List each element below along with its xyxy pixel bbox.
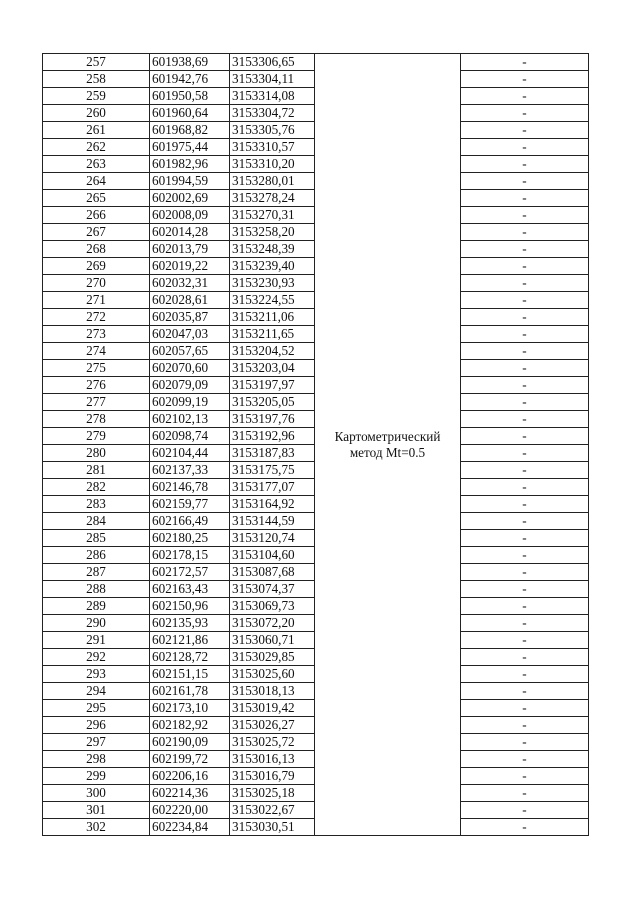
y-coordinate-cell: 3153310,20 <box>230 156 315 173</box>
table-row <box>43 54 589 71</box>
point-number-cell: 273 <box>43 326 150 343</box>
y-coordinate-cell: 3153239,40 <box>230 258 315 275</box>
x-coordinate-cell: 602099,19 <box>150 394 230 411</box>
note-cell: - <box>461 428 589 445</box>
note-cell: - <box>461 445 589 462</box>
point-number-cell: 283 <box>43 496 150 513</box>
point-number-cell: 269 <box>43 258 150 275</box>
point-number-cell: 301 <box>43 802 150 819</box>
y-coordinate-cell: 3153304,72 <box>230 105 315 122</box>
note-cell: - <box>461 411 589 428</box>
note-cell: - <box>461 190 589 207</box>
note-cell: - <box>461 258 589 275</box>
x-coordinate-cell: 602234,84 <box>150 819 230 836</box>
note-cell: - <box>461 615 589 632</box>
y-coordinate-cell: 3153025,18 <box>230 785 315 802</box>
y-coordinate-cell: 3153104,60 <box>230 547 315 564</box>
x-coordinate-cell: 602146,78 <box>150 479 230 496</box>
x-coordinate-cell: 602014,28 <box>150 224 230 241</box>
note-cell: - <box>461 54 589 71</box>
point-number-cell: 294 <box>43 683 150 700</box>
y-coordinate-cell: 3153205,05 <box>230 394 315 411</box>
y-coordinate-cell: 3153230,93 <box>230 275 315 292</box>
note-cell: - <box>461 88 589 105</box>
point-number-cell: 290 <box>43 615 150 632</box>
x-coordinate-cell: 602121,86 <box>150 632 230 649</box>
note-cell: - <box>461 207 589 224</box>
point-number-cell: 299 <box>43 768 150 785</box>
note-cell: - <box>461 785 589 802</box>
x-coordinate-cell: 601960,64 <box>150 105 230 122</box>
y-coordinate-cell: 3153197,76 <box>230 411 315 428</box>
note-cell: - <box>461 479 589 496</box>
point-number-cell: 266 <box>43 207 150 224</box>
point-number-cell: 300 <box>43 785 150 802</box>
point-number-cell: 302 <box>43 819 150 836</box>
note-cell: - <box>461 513 589 530</box>
x-coordinate-cell: 602172,57 <box>150 564 230 581</box>
x-coordinate-cell: 602159,77 <box>150 496 230 513</box>
x-coordinate-cell: 602150,96 <box>150 598 230 615</box>
coordinates-table-body <box>43 54 589 836</box>
point-number-cell: 285 <box>43 530 150 547</box>
x-coordinate-cell: 601950,58 <box>150 88 230 105</box>
note-cell: - <box>461 598 589 615</box>
point-number-cell: 265 <box>43 190 150 207</box>
y-coordinate-cell: 3153029,85 <box>230 649 315 666</box>
note-cell: - <box>461 462 589 479</box>
x-coordinate-cell: 602166,49 <box>150 513 230 530</box>
point-number-cell: 271 <box>43 292 150 309</box>
y-coordinate-cell: 3153197,97 <box>230 377 315 394</box>
x-coordinate-cell: 602220,00 <box>150 802 230 819</box>
y-coordinate-cell: 3153018,13 <box>230 683 315 700</box>
point-number-cell: 257 <box>43 54 150 71</box>
note-cell: - <box>461 717 589 734</box>
point-number-cell: 281 <box>43 462 150 479</box>
y-coordinate-cell: 3153175,75 <box>230 462 315 479</box>
note-cell: - <box>461 802 589 819</box>
note-cell: - <box>461 343 589 360</box>
note-cell: - <box>461 683 589 700</box>
note-cell: - <box>461 156 589 173</box>
x-coordinate-cell: 602206,16 <box>150 768 230 785</box>
note-cell: - <box>461 547 589 564</box>
y-coordinate-cell: 3153278,24 <box>230 190 315 207</box>
y-coordinate-cell: 3153304,11 <box>230 71 315 88</box>
x-coordinate-cell: 602190,09 <box>150 734 230 751</box>
y-coordinate-cell: 3153211,65 <box>230 326 315 343</box>
x-coordinate-cell: 601982,96 <box>150 156 230 173</box>
point-number-cell: 278 <box>43 411 150 428</box>
point-number-cell: 295 <box>43 700 150 717</box>
point-number-cell: 276 <box>43 377 150 394</box>
x-coordinate-cell: 602151,15 <box>150 666 230 683</box>
point-number-cell: 277 <box>43 394 150 411</box>
y-coordinate-cell: 3153310,57 <box>230 139 315 156</box>
point-number-cell: 293 <box>43 666 150 683</box>
y-coordinate-cell: 3153025,72 <box>230 734 315 751</box>
x-coordinate-cell: 601968,82 <box>150 122 230 139</box>
x-coordinate-cell: 602214,36 <box>150 785 230 802</box>
y-coordinate-cell: 3153072,20 <box>230 615 315 632</box>
x-coordinate-cell: 601975,44 <box>150 139 230 156</box>
note-cell: - <box>461 768 589 785</box>
y-coordinate-cell: 3153016,79 <box>230 768 315 785</box>
method-line-2: метод Mt=0.5 <box>349 444 426 460</box>
y-coordinate-cell: 3153258,20 <box>230 224 315 241</box>
note-cell: - <box>461 224 589 241</box>
point-number-cell: 258 <box>43 71 150 88</box>
note-cell: - <box>461 275 589 292</box>
note-cell: - <box>461 309 589 326</box>
method-line-1: Картометрический <box>334 428 441 444</box>
note-cell: - <box>461 173 589 190</box>
point-number-cell: 260 <box>43 105 150 122</box>
x-coordinate-cell: 602182,92 <box>150 717 230 734</box>
point-number-cell: 263 <box>43 156 150 173</box>
note-cell: - <box>461 632 589 649</box>
y-coordinate-cell: 3153025,60 <box>230 666 315 683</box>
point-number-cell: 288 <box>43 581 150 598</box>
point-number-cell: 275 <box>43 360 150 377</box>
x-coordinate-cell: 602070,60 <box>150 360 230 377</box>
y-coordinate-cell: 3153069,73 <box>230 598 315 615</box>
point-number-cell: 292 <box>43 649 150 666</box>
point-number-cell: 267 <box>43 224 150 241</box>
x-coordinate-cell: 602102,13 <box>150 411 230 428</box>
x-coordinate-cell: 602002,69 <box>150 190 230 207</box>
point-number-cell: 282 <box>43 479 150 496</box>
x-coordinate-cell: 602032,31 <box>150 275 230 292</box>
note-cell: - <box>461 700 589 717</box>
x-coordinate-cell: 602173,10 <box>150 700 230 717</box>
note-cell: - <box>461 819 589 836</box>
x-coordinate-cell: 602079,09 <box>150 377 230 394</box>
point-number-cell: 272 <box>43 309 150 326</box>
x-coordinate-cell: 601942,76 <box>150 71 230 88</box>
note-cell: - <box>461 496 589 513</box>
point-number-cell: 280 <box>43 445 150 462</box>
note-cell: - <box>461 71 589 88</box>
y-coordinate-cell: 3153248,39 <box>230 241 315 258</box>
y-coordinate-cell: 3153164,92 <box>230 496 315 513</box>
coordinates-table <box>42 53 589 836</box>
point-number-cell: 289 <box>43 598 150 615</box>
x-coordinate-cell: 602013,79 <box>150 241 230 258</box>
note-cell: - <box>461 734 589 751</box>
x-coordinate-cell: 602047,03 <box>150 326 230 343</box>
method-cell <box>315 54 461 836</box>
y-coordinate-cell: 3153187,83 <box>230 445 315 462</box>
x-coordinate-cell: 602128,72 <box>150 649 230 666</box>
point-number-cell: 298 <box>43 751 150 768</box>
x-coordinate-cell: 602161,78 <box>150 683 230 700</box>
x-coordinate-cell: 602135,93 <box>150 615 230 632</box>
note-cell: - <box>461 564 589 581</box>
y-coordinate-cell: 3153211,06 <box>230 309 315 326</box>
y-coordinate-cell: 3153019,42 <box>230 700 315 717</box>
note-cell: - <box>461 751 589 768</box>
x-coordinate-cell: 602028,61 <box>150 292 230 309</box>
note-cell: - <box>461 241 589 258</box>
y-coordinate-cell: 3153305,76 <box>230 122 315 139</box>
x-coordinate-cell: 602180,25 <box>150 530 230 547</box>
point-number-cell: 279 <box>43 428 150 445</box>
x-coordinate-cell: 602098,74 <box>150 428 230 445</box>
point-number-cell: 262 <box>43 139 150 156</box>
note-cell: - <box>461 292 589 309</box>
point-number-cell: 259 <box>43 88 150 105</box>
point-number-cell: 270 <box>43 275 150 292</box>
y-coordinate-cell: 3153144,59 <box>230 513 315 530</box>
y-coordinate-cell: 3153120,74 <box>230 530 315 547</box>
y-coordinate-cell: 3153192,96 <box>230 428 315 445</box>
x-coordinate-cell: 602199,72 <box>150 751 230 768</box>
y-coordinate-cell: 3153224,55 <box>230 292 315 309</box>
note-cell: - <box>461 649 589 666</box>
y-coordinate-cell: 3153204,52 <box>230 343 315 360</box>
note-cell: - <box>461 326 589 343</box>
y-coordinate-cell: 3153314,08 <box>230 88 315 105</box>
point-number-cell: 274 <box>43 343 150 360</box>
point-number-cell: 261 <box>43 122 150 139</box>
point-number-cell: 287 <box>43 564 150 581</box>
note-cell: - <box>461 394 589 411</box>
x-coordinate-cell: 601994,59 <box>150 173 230 190</box>
y-coordinate-cell: 3153306,65 <box>230 54 315 71</box>
note-cell: - <box>461 377 589 394</box>
point-number-cell: 297 <box>43 734 150 751</box>
y-coordinate-cell: 3153074,37 <box>230 581 315 598</box>
x-coordinate-cell: 602137,33 <box>150 462 230 479</box>
point-number-cell: 296 <box>43 717 150 734</box>
y-coordinate-cell: 3153030,51 <box>230 819 315 836</box>
point-number-cell: 264 <box>43 173 150 190</box>
note-cell: - <box>461 122 589 139</box>
y-coordinate-cell: 3153177,07 <box>230 479 315 496</box>
x-coordinate-cell: 602163,43 <box>150 581 230 598</box>
x-coordinate-cell: 602057,65 <box>150 343 230 360</box>
x-coordinate-cell: 602035,87 <box>150 309 230 326</box>
y-coordinate-cell: 3153016,13 <box>230 751 315 768</box>
x-coordinate-cell: 602019,22 <box>150 258 230 275</box>
y-coordinate-cell: 3153022,67 <box>230 802 315 819</box>
note-cell: - <box>461 360 589 377</box>
point-number-cell: 291 <box>43 632 150 649</box>
y-coordinate-cell: 3153087,68 <box>230 564 315 581</box>
point-number-cell: 268 <box>43 241 150 258</box>
note-cell: - <box>461 530 589 547</box>
y-coordinate-cell: 3153026,27 <box>230 717 315 734</box>
point-number-cell: 286 <box>43 547 150 564</box>
note-cell: - <box>461 105 589 122</box>
y-coordinate-cell: 3153203,04 <box>230 360 315 377</box>
note-cell: - <box>461 581 589 598</box>
note-cell: - <box>461 139 589 156</box>
x-coordinate-cell: 601938,69 <box>150 54 230 71</box>
y-coordinate-cell: 3153280,01 <box>230 173 315 190</box>
point-number-cell: 284 <box>43 513 150 530</box>
x-coordinate-cell: 602008,09 <box>150 207 230 224</box>
y-coordinate-cell: 3153270,31 <box>230 207 315 224</box>
y-coordinate-cell: 3153060,71 <box>230 632 315 649</box>
x-coordinate-cell: 602178,15 <box>150 547 230 564</box>
x-coordinate-cell: 602104,44 <box>150 445 230 462</box>
note-cell: - <box>461 666 589 683</box>
